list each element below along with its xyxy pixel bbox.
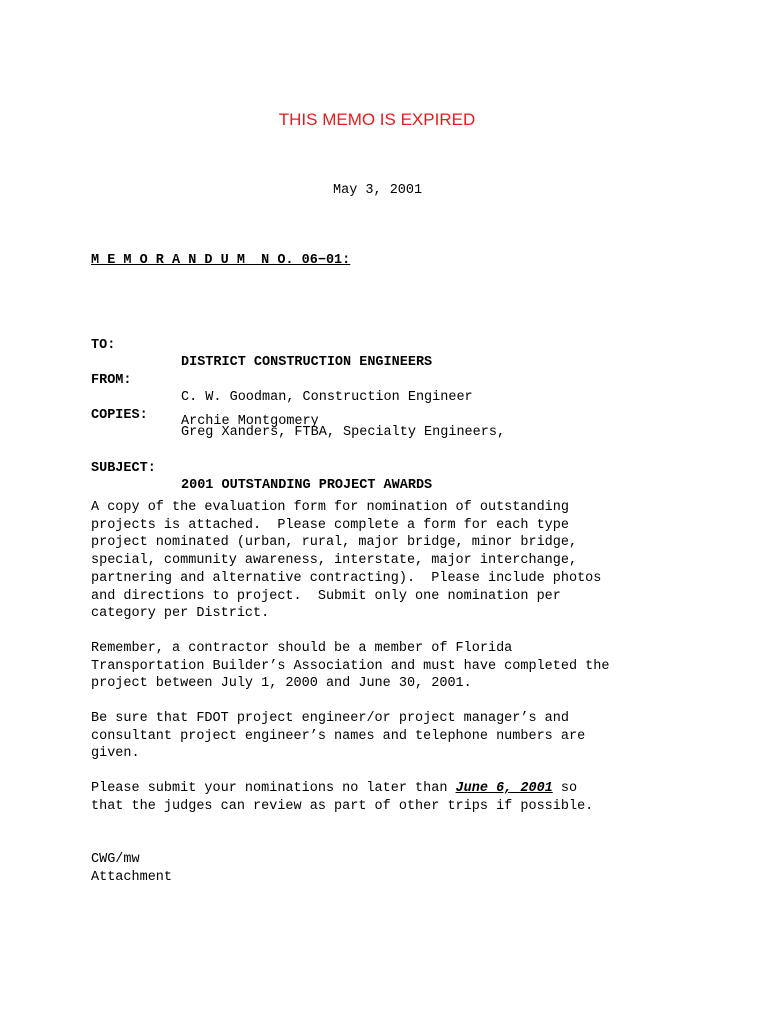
deadline-date: June 6, 2001 <box>455 781 553 796</box>
copies-line-1: Greg Xanders, FTBA, Specialty Engineers, <box>181 425 506 440</box>
to-label: TO: <box>91 338 116 353</box>
copies-line-2: Archie Montgomery <box>181 414 319 429</box>
from-value: C. W. Goodman, Construction Engineer <box>181 390 473 405</box>
body-paragraph-4 <box>91 780 593 815</box>
para4-text-before: Please submit your nominations no later than <box>91 781 456 796</box>
to-value: DISTRICT CONSTRUCTION ENGINEERS <box>181 355 433 370</box>
body-paragraph-2: Remember, a contractor should be a member of Florida Transportation Builder’s Association and must have completed the project between July 1, 2000 and June 30, 2001. <box>91 641 610 692</box>
expired-banner: THIS MEMO IS EXPIRED <box>278 110 476 129</box>
subject-row <box>91 446 433 493</box>
memo-number: M E M O R A N D U M N O. 06−01: <box>91 253 351 268</box>
subject-label: SUBJECT: <box>91 461 156 476</box>
from-label: FROM: <box>91 373 132 388</box>
body-paragraph-1: A copy of the evaluation form for nomination of outstanding projects is attached. Please complete a form for each type project nominated (urban, rural, major bridge, minor bridge, special, community awareness, interstate, major interchange, partnering and alternative contracting). Please include photos and directions to project. Submit only one nomination per category per District. <box>91 500 602 622</box>
para4-text-after: so that the judges can review as part of other trips if possible. <box>91 781 594 814</box>
body-paragraph-3: Be sure that FDOT project engineer/or project manager’s and consultant project engineer’s names and telephone numbers are given. <box>91 711 586 762</box>
copies-label: COPIES: <box>91 408 148 423</box>
initials: CWG/mw <box>91 852 140 867</box>
subject-value: 2001 OUTSTANDING PROJECT AWARDS <box>181 478 433 493</box>
memo-date: May 3, 2001 <box>333 183 423 198</box>
attachment-note: Attachment <box>91 870 173 885</box>
